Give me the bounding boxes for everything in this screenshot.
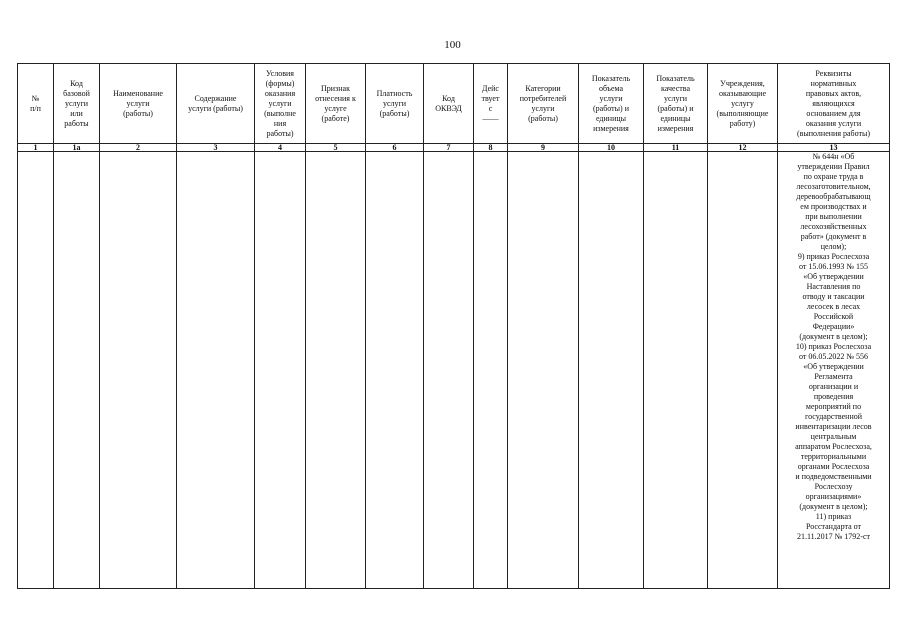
column-header-line: измерения [593, 123, 629, 133]
column-header-line: Реквизиты [815, 68, 852, 78]
legal-act-line: Наставления по [806, 282, 861, 291]
column-number: 1 [18, 144, 54, 152]
column-header-line: ния [273, 118, 287, 128]
column-header-line: Дейс [482, 83, 499, 93]
legal-act-line: по охране труда в [803, 172, 864, 181]
column-header-line: оказания услуги [805, 118, 862, 128]
column-header-line: Платность [376, 88, 413, 98]
column-number: 7 [424, 144, 474, 152]
cell-col-10 [579, 152, 644, 589]
column-header-line: работы) [266, 128, 294, 138]
cell-col-4 [255, 152, 306, 589]
column-header-line: услуги [126, 98, 150, 108]
column-header-line: Признак [321, 83, 350, 93]
legal-act-line: Регламента [814, 372, 853, 381]
legal-act-line: инвентаризации лесов [795, 422, 872, 431]
column-number: 4 [255, 144, 306, 152]
column-header-line: ОКВЭД [435, 103, 462, 113]
cell-col-3 [177, 152, 255, 589]
column-header-line: (выполняющие [716, 108, 769, 118]
column-header-line: (работы) и [657, 103, 694, 113]
column-header [100, 64, 177, 144]
column-header [18, 64, 54, 144]
legal-act-line: «Об утверждении [803, 272, 864, 281]
column-header [54, 64, 100, 144]
column-header-line: услуги [382, 98, 407, 108]
column-header-line: Код [70, 78, 83, 88]
legal-act-line: от 06.05.2022 № 556 [798, 352, 869, 361]
cell-col-1 [18, 152, 54, 589]
column-header-line: являющихся [812, 98, 855, 108]
column-header [177, 64, 255, 144]
column-number: 13 [778, 144, 890, 152]
legal-act-line: «Об утверждении [803, 362, 864, 371]
legal-act-line: утверждении Правил [797, 162, 870, 171]
column-header-line: твует [481, 93, 500, 103]
column-header [366, 64, 424, 144]
column-number-row [18, 144, 890, 152]
legal-act-line: Рослесхозу [814, 482, 853, 491]
column-header-line: с [488, 103, 493, 113]
column-header-line: оказывающие [718, 88, 767, 98]
services-registry-table [17, 63, 890, 589]
column-header-line: (работы) [123, 108, 153, 118]
legal-act-line: отводу и таксации [802, 292, 865, 301]
legal-act-line: органами Рослесхоза [797, 462, 870, 471]
column-header [474, 64, 508, 144]
legal-act-line: Федерации» [812, 322, 855, 331]
column-header-line: услугу [731, 98, 754, 108]
column-header-line: п/п [30, 103, 41, 113]
column-header-line: Показатель [591, 73, 631, 83]
column-header-line: объема [598, 83, 624, 93]
column-header-line: Учреждения, [720, 78, 765, 88]
legal-act-line: при выполнении [805, 212, 862, 221]
column-header [255, 64, 306, 144]
column-header-line: правовых актов, [805, 88, 862, 98]
legal-act-line: аппаратом Рослесхоза, [795, 442, 872, 451]
column-header-line: услуги [531, 103, 555, 113]
column-header-line: основанием для [806, 108, 861, 118]
cell-col-11 [644, 152, 708, 589]
column-header-line: или [70, 108, 83, 118]
legal-act-line: 10) приказ Рослесхоза [795, 342, 872, 351]
column-header-line: услуги [663, 93, 688, 103]
column-header-line: (выполнения работы) [796, 128, 871, 138]
column-number: 11 [644, 144, 708, 152]
cell-col-6 [366, 152, 424, 589]
column-number: 10 [579, 144, 644, 152]
column-header-line: потребителей [519, 93, 567, 103]
column-header-line: базовой [63, 88, 90, 98]
column-number: 6 [366, 144, 424, 152]
column-number: 3 [177, 144, 255, 152]
column-header-line: (формы) [265, 78, 295, 88]
column-header-line: услуги (работы) [188, 103, 243, 113]
column-number: 1а [54, 144, 100, 152]
legal-act-line: деревообрабатывающ [796, 192, 871, 201]
legal-act-line: лесозаготовительном, [796, 182, 871, 191]
column-header-line: работу) [729, 118, 756, 128]
legal-act-line: 11) приказ [815, 512, 852, 521]
legal-act-line: Росстандарта от [805, 522, 862, 531]
legal-act-line: государственной [804, 412, 862, 421]
column-header-line: (работы) [379, 108, 410, 118]
column-header [424, 64, 474, 144]
column-header [508, 64, 579, 144]
column-number: 8 [474, 144, 508, 152]
column-header-line: измерения [657, 123, 694, 133]
column-header [644, 64, 708, 144]
column-header-line: Наименование [113, 88, 163, 98]
column-number: 2 [100, 144, 177, 152]
column-header-line: оказания [264, 88, 296, 98]
cell-col-12 [708, 152, 778, 589]
legal-act-line: от 15.06.1993 № 155 [798, 262, 869, 271]
column-number: 5 [306, 144, 366, 152]
cell-col-9 [508, 152, 579, 589]
legal-act-line: целом); [820, 242, 847, 251]
legal-act-line: 9) приказ Рослесхоза [797, 252, 870, 261]
legal-act-line: проведения [813, 392, 854, 401]
cell-col-1a [54, 152, 100, 589]
cell-col-7 [424, 152, 474, 589]
legal-act-line: центральным [810, 432, 857, 441]
column-number: 12 [708, 144, 778, 152]
legal-act-line: Российской [813, 312, 854, 321]
column-header-line: услуги [268, 98, 292, 108]
column-header-line: услуги [599, 93, 623, 103]
column-header-line: (работе) [321, 113, 350, 123]
legal-act-line: организации и [808, 382, 859, 391]
column-header-line: единицы [595, 113, 626, 123]
legal-act-line: территориальными [800, 452, 867, 461]
legal-act-line: № 644н «Об [812, 152, 855, 161]
column-header-line: (выполне [264, 108, 296, 118]
legal-act-line: 21.11.2017 № 1792-ст [796, 532, 871, 541]
column-header-line: № [31, 93, 40, 103]
cell-col-5 [306, 152, 366, 589]
column-header-line: работы [64, 118, 89, 128]
column-number: 9 [508, 144, 579, 152]
column-header-line: —— [482, 113, 499, 123]
legal-act-line: ем производствах и [800, 202, 867, 211]
column-header-line: Содержание [194, 93, 237, 103]
column-header-line: (работы) [528, 113, 558, 123]
page-number: 100 [444, 39, 461, 51]
column-header-line: отнесения к [315, 93, 356, 103]
column-header-line: услуги [64, 98, 89, 108]
legal-act-line: организациями» [805, 492, 862, 501]
header-row [18, 64, 890, 144]
column-header-line: единицы [660, 113, 691, 123]
cell-col-8 [474, 152, 508, 589]
column-header-line: Показатель [656, 73, 695, 83]
legal-act-line: (документ в целом); [799, 332, 868, 341]
legal-act-line: (документ в целом); [799, 502, 868, 511]
column-header-line: услуге [324, 103, 347, 113]
cell-col-2 [100, 152, 177, 589]
column-header-line: качества [660, 83, 691, 93]
legal-acts-cell [778, 152, 890, 589]
column-header-line: Категории [525, 83, 561, 93]
legal-act-line: лесохозяйственных [800, 222, 867, 231]
column-header [778, 64, 890, 144]
legal-act-line: мероприятий по [805, 402, 862, 411]
column-header-line: Условия [266, 68, 294, 78]
legal-act-line: и подведомственными [795, 472, 872, 481]
table-row [18, 152, 890, 589]
column-header-line: (работы) и [593, 103, 629, 113]
column-header [306, 64, 366, 144]
column-header [579, 64, 644, 144]
column-header-line: нормативных [810, 78, 857, 88]
legal-act-line: работ» (документ в [800, 232, 867, 241]
column-header [708, 64, 778, 144]
column-header-line: Код [442, 93, 455, 103]
legal-act-line: лесосек в лесах [806, 302, 861, 311]
